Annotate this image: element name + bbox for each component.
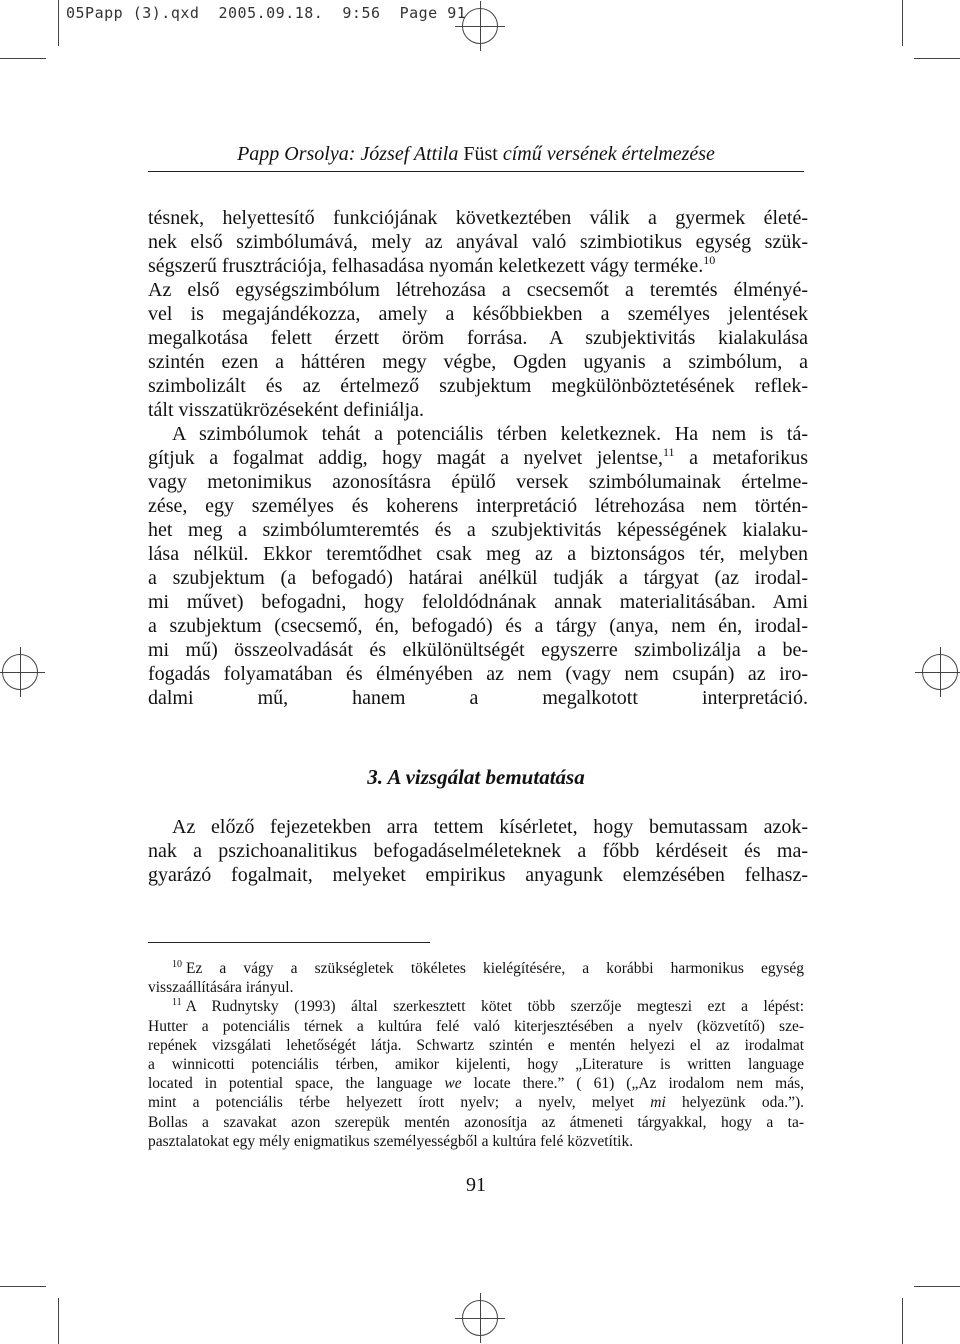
footnote-text: Ez a vágy a szükségletek tökéletes kielégítésére, a korábbi harmonikus egység — [186, 960, 804, 977]
text-line: megalkotása felett érzett öröm forrása. A szubjektivitás kialakulása — [148, 327, 808, 349]
text-line: a szubjektum (a befogadó) határai anélkül tudják a tárgyat (az irodal- — [148, 567, 808, 589]
paragraph-2 — [148, 422, 808, 734]
crop-mark — [902, 0, 903, 46]
text-line: het meg a szimbólumteremtés és a szubjektivitás képességének kialaku- — [148, 519, 808, 541]
footnote-number: 10 — [172, 959, 182, 970]
text-line-content: gítjuk a fogalmat addig, hogy magát a nyelvet jelentse, — [148, 447, 663, 469]
footnote-line: a winnicotti potenciális térben, amikor kijelenti, hogy „Literature is written language — [148, 1055, 804, 1073]
header-rule — [148, 171, 804, 172]
text-line: mi művet) befogadni, hogy feloldódnának annak materialitásában. Ami — [148, 591, 808, 613]
footnote-line: repének vizsgálati lehetőségét látja. Schwartz szintén e mentén helyezi el az irodalmat — [148, 1036, 804, 1054]
footnote-text: helyezünk oda.”). — [681, 1094, 805, 1112]
text-line — [148, 446, 808, 470]
footnote-line: Hutter a potenciális térnek a kultúra felé való kiterjesztésében a nyelv (közvetítő) sze- — [148, 1017, 804, 1035]
footnote-text: located in potential space, the language — [148, 1075, 433, 1093]
crop-mark — [914, 58, 960, 59]
text-line-content: ségszerű frusztrációja, felhasadása nyomán keletkezett vágy terméke. — [148, 255, 704, 277]
text-line — [148, 710, 808, 734]
text-line: mi mű) összeolvadását és elkülönültségét egyszerre szimbolizálja a be- — [148, 639, 808, 661]
footnote-11 — [148, 997, 804, 1016]
footnote-emphasis: mi — [650, 1094, 666, 1112]
text-line-content: a metaforikus — [674, 447, 809, 469]
footnote-text: A Rudnytsky (1993) által szerkesztett kötet több szerzője megteszi ezt a lépést: — [185, 998, 804, 1016]
registration-mark-icon — [462, 1300, 498, 1336]
footnote-rule — [148, 942, 430, 943]
crop-mark — [0, 1286, 46, 1287]
paragraph-1 — [148, 206, 808, 422]
text-line — [148, 254, 808, 278]
registration-mark-icon — [922, 654, 958, 690]
text-line: nak a pszichoanalitikus befogadáselméleteknek a főbb kérdéseit és ma- — [148, 840, 808, 862]
footnote-number: 11 — [172, 997, 182, 1009]
footnote-ref-10: 10 — [703, 253, 716, 267]
text-line: dalmi mű, hanem a megalkotott interpretáció. — [148, 687, 808, 709]
footnote-line: Bollas a szavakat azon szerepük mentén azonosítja az átmeneti tárgyakkal, hogy a ta- — [148, 1113, 804, 1131]
running-head — [148, 143, 804, 166]
footnote-ref-11: 11 — [662, 445, 675, 459]
slug-line: 05Papp (3).qxd 2005.09.18. 9:56 Page 91 — [66, 4, 467, 22]
text-line: Az első egységszimbólum létrehozása a csecsemőt a teremtés élményé- — [148, 279, 808, 301]
text-line: szintén ezen a háttéren megy végbe, Ogden ugyanis a szimbólum, a — [148, 351, 808, 373]
footnote-line — [148, 1074, 804, 1093]
paragraph-3 — [148, 815, 808, 887]
text-line: szimbolizált és az értelmező szubjektum megkülönböztetésének reflek- — [148, 375, 808, 397]
text-line: zése, egy személyes és koherens interpretáció létrehozása nem történ- — [148, 495, 808, 517]
footnotes — [148, 959, 804, 1151]
running-head-author: Papp Orsolya: József Attila — [237, 143, 459, 165]
text-line: fogadás folyamatában és élményében az nem (vagy nem csupán) az iro- — [148, 663, 808, 685]
running-head-poem: Füst — [463, 143, 498, 165]
footnote-emphasis: we — [444, 1075, 462, 1093]
footnote-text: locate there.” ( 61) („Az irodalom nem más, — [473, 1075, 804, 1093]
crop-mark — [914, 1286, 960, 1287]
footnote-line: pasztalatokat egy mély enigmatikus személyességből a kultúra felé közvetítik. — [148, 1132, 634, 1150]
running-head-rest: című versének értelmezése — [502, 143, 715, 165]
crop-mark — [58, 0, 59, 46]
text-line: tált visszatükrözéseként definiálja. — [148, 399, 425, 421]
section-title: 3. A vizsgálat bemutatása — [367, 765, 585, 789]
registration-mark-icon — [462, 8, 498, 44]
footnote-10 — [148, 959, 804, 978]
text-line: nek első szimbólumává, mely az anyával való szimbiotikus egység szük- — [148, 231, 808, 253]
text-line: gyarázó fogalmait, melyeket empirikus anyagunk elemzésében felhasz- — [148, 864, 808, 886]
footnote-line — [148, 1093, 804, 1112]
page-number: 91 — [466, 1174, 486, 1196]
text-line: tésnek, helyettesítő funkciójának következtében válik a gyermek életé- — [148, 207, 808, 229]
text-line: a szubjektum (csecsemő, én, befogadó) és a tárgy (anya, nem én, irodal- — [148, 615, 808, 637]
text-line: A szimbólumok tehát a potenciális térben keletkeznek. Ha nem is tá- — [172, 423, 808, 445]
registration-mark-icon — [2, 654, 38, 690]
text-line: lása nélkül. Ekkor teremtődhet csak meg az a biztonságos tér, melyben — [148, 543, 808, 565]
text-line: vagy metonimikus azonosításra épülő versek szimbólumainak értelme- — [148, 471, 808, 493]
text-line: Az előző fejezetekben arra tettem kísérletet, hogy bemutassam azok- — [172, 816, 808, 838]
crop-mark — [902, 1298, 903, 1344]
crop-mark — [58, 1298, 59, 1344]
footnote-line: visszaállítására irányul. — [148, 979, 294, 997]
crop-mark — [0, 58, 46, 59]
footnote-text: mint a potenciális térbe helyezett írott nyelv; a nyelv, melyet — [148, 1094, 635, 1112]
text-line: vel is megajándékozza, amely a későbbiekben a személyes jelentések — [148, 303, 808, 325]
